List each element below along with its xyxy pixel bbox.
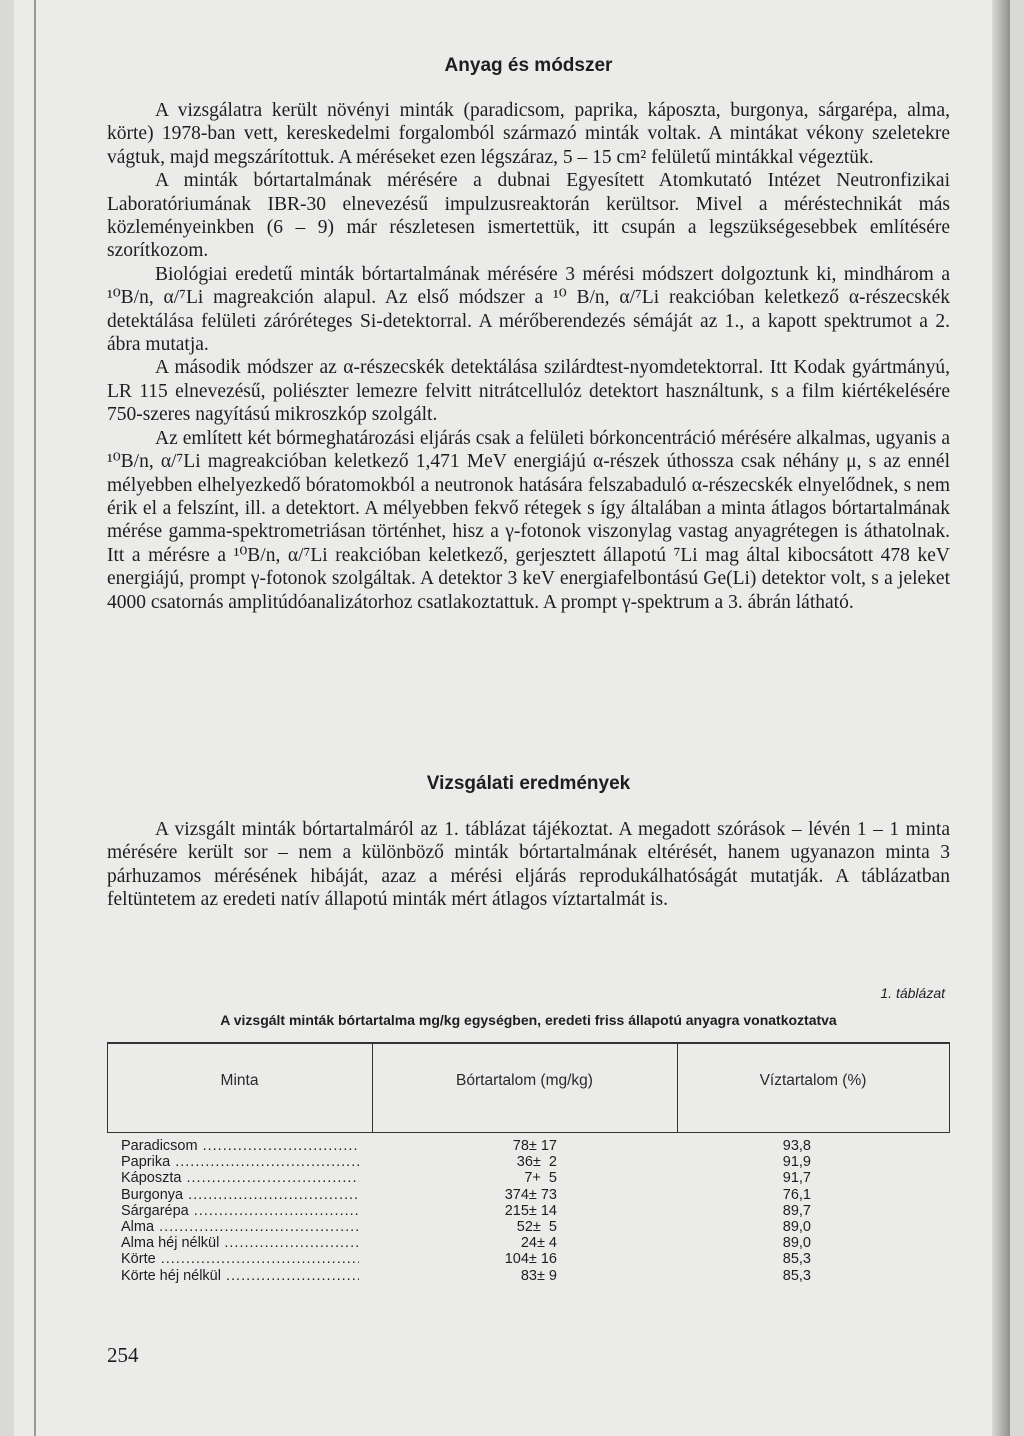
sample-name: Körte ..... <box>121 1251 359 1267</box>
paragraph: A második módszer az α-részecskék detektálása szilárdtest-nyomdetektorral. Itt Kodak gyártmányú, LR 115 elnevezésű, poliészter lemezre felvitt nitrátcellulóz detektort használtunk, s a film kiértékelésére 750-szeres nagyítású mikroszkóp szolgált. <box>107 357 950 426</box>
water-value: 89,0 <box>782 1235 811 1252</box>
sample-name: Alma ..... <box>121 1219 359 1235</box>
table-row <box>107 1170 950 1186</box>
sample-name: Paprika ..... <box>121 1154 359 1170</box>
paragraph: A minták bórtartalmának mérésére a dubnai Egyesített Atomkutató Intézet Neutronfizikai Laboratóriumának IBR-30 elnevezésű impulzusreaktorán kerültsor. Mivel a méréstechnikát más közleményeinkben (6 – 9) már részletesen ismertettük, itt csupán a legszükségesebbek említésére szorítkozom. <box>107 170 950 262</box>
paragraph: A vizsgált minták bórtartalmáról az 1. táblázat tájékoztat. A megadott szórások – lévén 1 – 1 minta mérésére került sor – nem a különböző minták bórtartalmának eltérését, hanem ugyanazon minta 3 párhuzamos mérésének hibáját, azaz a mérési eljárás reprodukálhatóságát mutatják. A táblázatban feltüntetem az eredeti natív állapotú minták mért átlagos víztartalmát is. <box>107 819 950 911</box>
table-row <box>107 1138 950 1154</box>
paragraph: A vizsgálatra került növényi minták (paradicsom, paprika, káposzta, burgonya, sárgarépa, alma, körte) 1978-ban vett, kereskedelmi forgalomból származó minták voltak. A mintákat vékony szeletekre vágtuk, majd megszárítottuk. A méréseket ezen légszáraz, 5 – 15 cm² felületű mintákkal végeztük. <box>107 100 950 168</box>
paragraph: Biológiai eredetű minták bórtartalmának mérésére 3 mérési módszert dolgoztunk ki, mindhárom a ¹⁰B/n, α/⁷Li magreakción alapul. Az első módszer a ¹⁰ B/n, α/⁷Li reakcióban keletkező α-részecskék detektálása felületi záróréteges Si-detektorral. A mérőberendezés sémáját az 1., a kapott spektrumot a 2. ábra mutatja. <box>107 263 950 356</box>
column-header-water: Víztartalom (%) <box>759 1072 867 1089</box>
sample-name: Körte héj nélkül ..... <box>121 1268 359 1284</box>
boron-value: 24± 4 <box>520 1235 557 1252</box>
sample-name: Burgonya ..... <box>121 1187 359 1203</box>
boron-value: 52± 5 <box>516 1218 557 1235</box>
water-value: 91,9 <box>782 1154 811 1171</box>
column-header-sample: Minta <box>220 1072 259 1089</box>
table-title: A vizsgált minták bórtartalma mg/kg egységben, eredeti friss állapotú anyagra vonatkoztatva <box>220 1012 837 1028</box>
boron-value: 83± 9 <box>520 1267 557 1284</box>
sample-name: Alma héj nélkül ..... <box>121 1235 359 1251</box>
table-top-rule <box>107 1042 950 1044</box>
boron-value: 374± 73 <box>504 1186 557 1203</box>
table-label: 1. táblázat <box>880 985 945 1001</box>
water-value: 85,3 <box>782 1267 811 1284</box>
boron-value: 36± 2 <box>516 1154 557 1171</box>
water-value: 76,1 <box>782 1186 811 1203</box>
sample-name: Sárgarépa ..... <box>121 1203 359 1219</box>
water-value: 89,0 <box>782 1218 811 1235</box>
table-header-rule <box>107 1132 950 1133</box>
table-body <box>107 1138 950 1284</box>
page-number: 254 <box>107 1343 139 1367</box>
paragraph: Az említett két bórmeghatározási eljárás csak a felületi bórkoncentráció mérésére alkalmas, ugyanis a ¹⁰B/n, α/⁷Li magreakcióban keletkező 1,471 MeV energiájú α-részek úthossza csak néhány μ, s az ennél mélyebben elhelyezkedő bóratomokból a neutronok hatására felszabaduló α-részecskék elnyelődnek, s nem érik el a felszínt, ill. a detektort. A mélyebben fekvő rétegek s így általában a minta átlagos bórtartalmának mérése gamma-spektrometriásan történhet, hisz a γ-fotonok viszonylag vastag anyagrétegen is áthatolnak. Itt a mérésre a ¹⁰B/n, α/⁷Li reakcióban keletkező, gerjesztett állapotú ⁷Li mag által kibocsátott 478 keV energiájú, prompt γ-fotonok szolgáltak. A detektor 3 keV energiafelbontású Ge(Li) detektor volt, s a jeleket 4000 csatornás amplitúdóanalizátorhoz csatlakoztattuk. A prompt γ-spektrum a 3. ábrán látható. <box>107 427 950 613</box>
section-heading-methods: Anyag és módszer <box>444 55 613 76</box>
table-column-line <box>949 1042 950 1133</box>
boron-value: 104± 16 <box>504 1251 557 1268</box>
results-text <box>107 818 950 912</box>
table-row <box>107 1203 950 1219</box>
water-value: 85,3 <box>782 1251 811 1268</box>
boron-value: 78± 17 <box>512 1138 557 1154</box>
water-value: 93,8 <box>782 1138 811 1154</box>
sample-name: Káposzta ..... <box>121 1170 359 1186</box>
column-header-boron: Bórtartalom (mg/kg) <box>456 1072 593 1089</box>
book-page <box>14 0 1010 1436</box>
section-heading-results: Vizsgálati eredmények <box>426 773 631 794</box>
boron-value: 7+ 5 <box>524 1170 557 1187</box>
methods-text <box>107 99 950 614</box>
table-row <box>107 1154 950 1170</box>
sample-name: Paradicsom ..... <box>121 1138 359 1154</box>
page-edge-shadow <box>992 0 1010 1436</box>
table-row <box>107 1219 950 1235</box>
table-row <box>107 1235 950 1251</box>
table-row <box>107 1187 950 1203</box>
boron-value: 215± 14 <box>504 1202 557 1219</box>
water-value: 91,7 <box>782 1170 811 1187</box>
table-row <box>107 1251 950 1267</box>
water-value: 89,7 <box>782 1202 811 1219</box>
table-row <box>107 1268 950 1284</box>
binding-line <box>34 0 36 1436</box>
